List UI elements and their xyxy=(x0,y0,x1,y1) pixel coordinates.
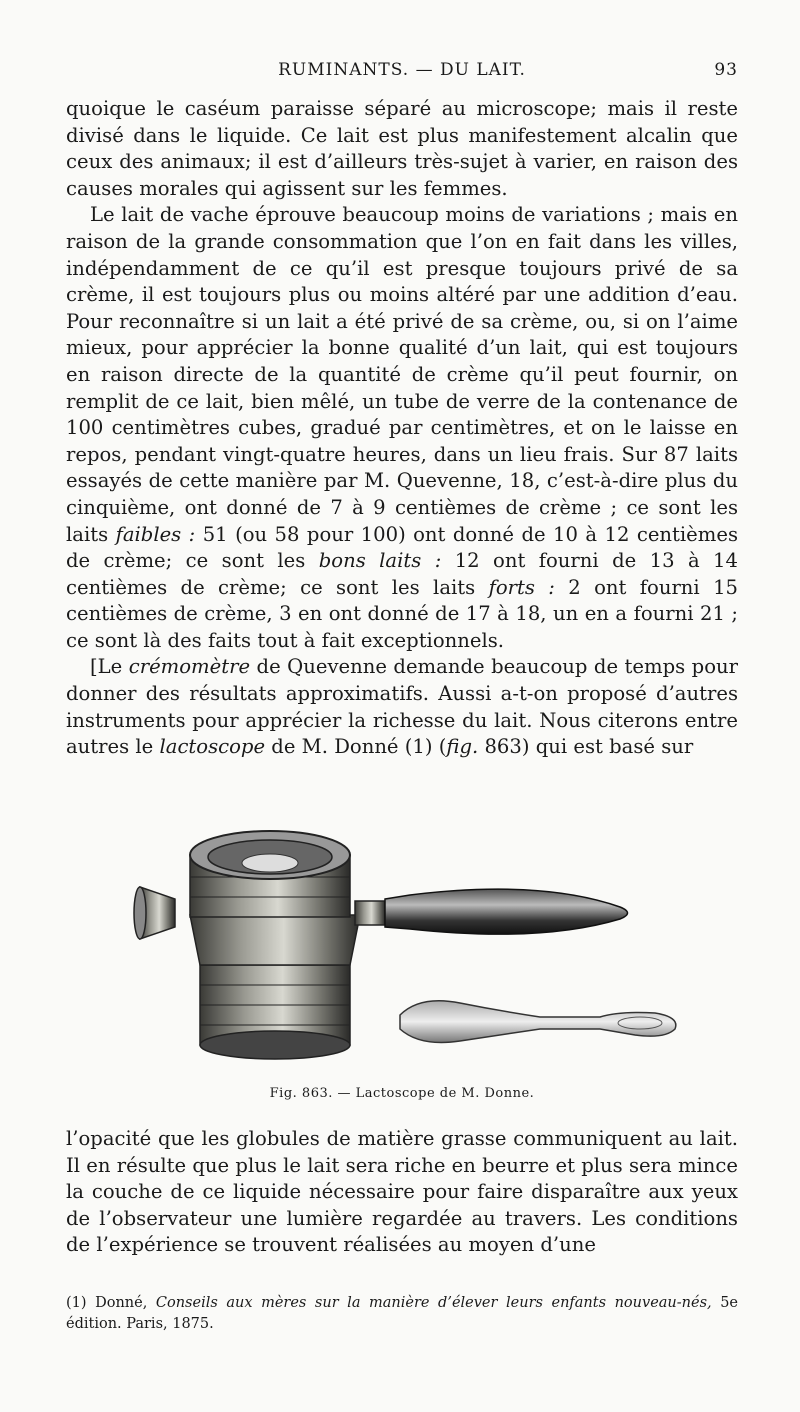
running-header xyxy=(66,60,738,86)
paragraph-4: l’opacité que les globules de matière grasse communiquent au lait. Il en résulte que plus le lait sera riche en beurre et plus sera mince la couche de ce liquide nécessaire pour faire disparaître aux yeux de l’observateur une lumière regardée au travers. Les conditions de l’expérience se trouvent réalisées au moyen d’une xyxy=(66,1127,738,1257)
paragraph-3-text-d: 863) qui est basé sur xyxy=(478,735,694,759)
term-lactoscope: lactoscope xyxy=(159,735,266,759)
term-bons-laits: bons laits : xyxy=(318,549,442,573)
paragraph-2 xyxy=(66,202,738,654)
paragraph-3-text-a: [Le xyxy=(90,655,129,679)
paragraph-2-text-d: 2 ont fourni 15 centièmes de crème, 3 en ont donné de 17 à 18, un en a fourni 21 ; ce sont là des faits tout à fait exceptionnels. xyxy=(66,575,738,652)
footnote-text-a: (1) Donné, xyxy=(66,1295,156,1311)
paragraph-2-text-a: Le lait de vache éprouve beaucoup moins de variations ; mais en raison de la grande consommation que l’on en fait dans les villes, indépendamment de ce qu’il est presque toujours privé de sa crème, il est toujours plus ou moins altéré par une addition d’eau. Pour reconnaître si un lait a été privé de sa crème, ou, si on l’aime mieux, pour apprécier la bonne qualité d’un lait, qui est toujours en raison directe de la quantité de crème qu’il peut fournir, on remplit de ce lait, bien mêlé, un tube de verre de la contenance de 100 centimètres cubes, gradué par centimètres, et on le laisse en repos, pendant vingt-quatre heures, dans un lieu frais. Sur 87 laits essayés de cette manière par M. Quevenne, 18, c’est-à-dire plus du cinquième, ont donné de 7 à 9 centièmes de crème ; ce sont les laits xyxy=(66,203,738,546)
paragraph-3-text-b: de Quevenne demande beaucoup de temps pour donner des résultats approximatifs. Aussi a-t-on proposé d’autres instruments pour apprécier la richesse du lait. Nous citerons entre autres le xyxy=(66,655,738,759)
main-text-upper xyxy=(66,96,738,761)
paragraph-1: quoique le caséum paraisse séparé au microscope; mais il reste divisé dans le liquide. Ce lait est plus manifestement alcalin que ceux des animaux; il est d’ailleurs très-sujet à varier, en raison des causes morales qui agissent sur les femmes. xyxy=(66,97,738,200)
main-text-lower xyxy=(66,1126,738,1259)
term-forts: forts : xyxy=(488,575,555,599)
figure-caption: Fig. 863. — Lactoscope de M. Donne. xyxy=(269,1086,535,1101)
footnote xyxy=(66,1293,738,1335)
page-number: 93 xyxy=(714,60,738,80)
paragraph-2-text-b: 51 (ou 58 pour 100) ont donné de 10 à 12 centièmes de crème; ce sont les xyxy=(66,522,738,573)
term-faibles: faibles : xyxy=(115,522,196,546)
running-title: RUMINANTS. — DU LAIT. xyxy=(278,60,526,80)
footnote-title: Conseils aux mères sur la manière d’élever leurs enfants nouveau-nés, xyxy=(155,1295,712,1311)
lactoscope-illustration xyxy=(120,815,700,1105)
paragraph-3 xyxy=(66,654,738,760)
term-cremometre: crémomètre xyxy=(128,655,251,679)
paragraph-3-text-c: de M. Donné (1) ( xyxy=(265,735,447,759)
footnote-text-b: 5e édition. Paris, 1875. xyxy=(66,1295,739,1332)
paragraph-2-text-c: 12 ont fourni de 13 à 14 centièmes de crème; ce sont les laits xyxy=(66,549,738,599)
fig-reference: fig. xyxy=(446,735,479,759)
